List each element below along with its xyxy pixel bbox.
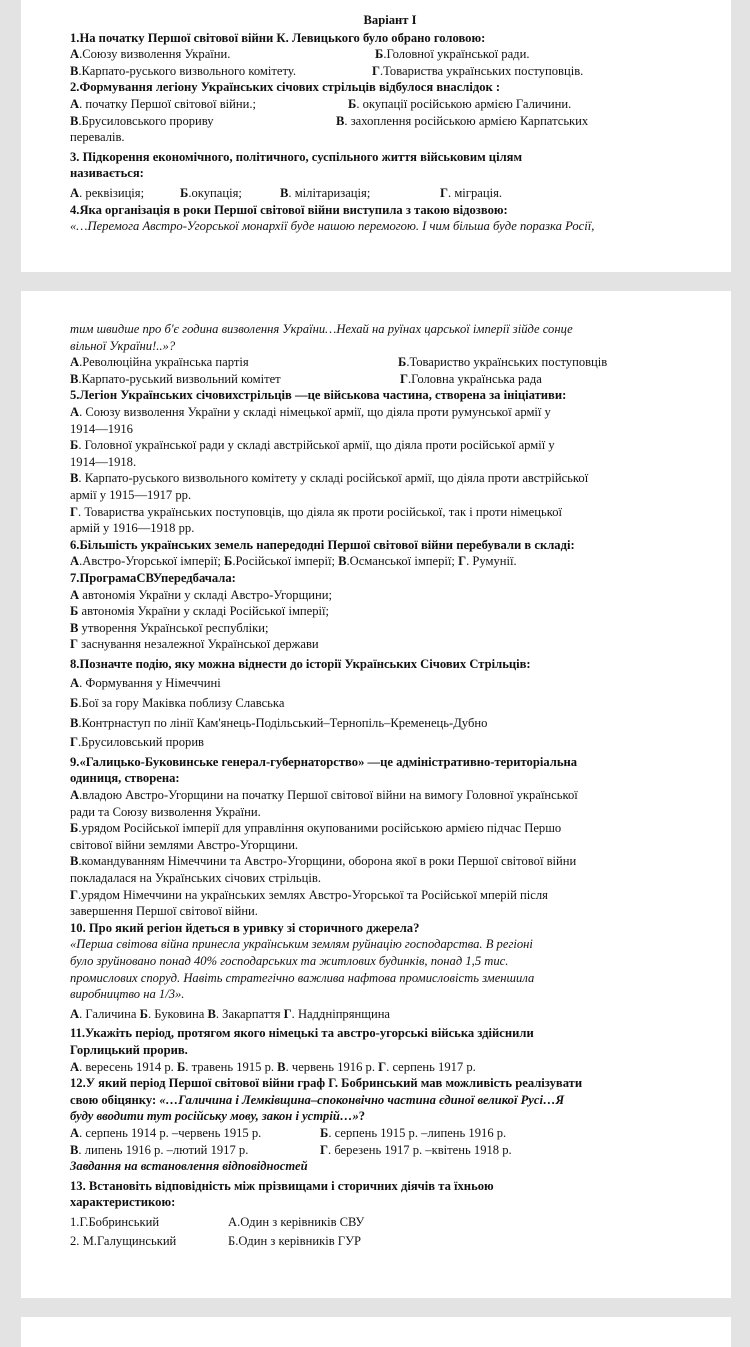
q2-question: 2.Формування легіону Українських січових стрільців відбулося внаслідок : [70,80,501,95]
q10-quote-line4: виробництво на 1/3». [70,987,185,1002]
q8-question: 8.Позначте подію, яку можна віднести до історії Українських Січових Стрільців: [70,656,531,671]
q2-option-v: В.Брусиловського прориву [70,113,214,128]
q6-question: 6.Більшість українських земель напередодні Першої світової війни перебували в складі: [70,537,575,552]
q5-option-g-line1: Г. Товариства українських поступовців, що діяла як проти російської, так і проти німецької [70,504,562,519]
document-page-1 [21,0,731,272]
q12-question-line2 [70,1092,710,1109]
q3-option-v: В. мілітаризація; [280,185,371,200]
q13-question-line1: 13. Встановіть відповідність між прізвищами і сторичних діячів та їхньою [70,1178,494,1193]
q9-option-b-line1: Б.урядом Російської імперії для управління окупованими російською армією підчас Першо [70,821,562,836]
q4-question: 4.Яка організація в роки Першої світової війни виступила з такою відозвою: [70,202,508,217]
q3-answers [70,185,710,202]
q4-option-v: В.Карпато-руський визвольний комітет [70,371,281,386]
q1-option-g: Г.Товариства українських поступовців. [372,63,584,78]
q13-question-line2: характеристикою: [70,1195,176,1210]
q8-option-a: А. Формування у Німеччині [70,676,221,691]
q9-option-a-line2: ради та Союзу визволення України. [70,804,261,819]
q12-option-v: В. липень 1916 р. –лютий 1917 р. [70,1142,249,1157]
q9-question-line2: одиниця, створена: [70,771,180,786]
q13-row2 [70,1233,710,1250]
q3-question-line1: 3. Підкорення економічного, політичного, суспільного життя військовим цілям [70,149,523,164]
q1-answers-row1 [70,46,710,63]
q12-answers-row1 [70,1125,710,1142]
q12-question-line2-text: свою обіцянку: [70,1092,160,1107]
q5-option-v-line1: В. Карпато-руського визвольного комітету у складі російської армії, що діяла проти австрійської [70,471,589,486]
q4-quote-line3: вільної України!..»? [70,338,176,353]
q10-quote-line2: було зруйновано понад 40% господарських та житлових будинків, понад 1,5 тис. [70,953,509,968]
q6-answers: А.Австро-Угорської імперії; Б.Російської імперії; В.Османської імперії; Г. Румунії. [70,554,517,569]
q9-option-a-line1: А.владою Австро-Угорщини на початку Першої світової війни на вимогу Головної української [70,788,578,803]
q12-quote-part2: буду вводити тут російську мову, закон і устрій…» [70,1109,359,1124]
q13-row1-right: А.Один з керівників СВУ [228,1214,365,1229]
q4-quote-line2: тим швидше про б'є година визволення України…Нехай на руїнах царської імперії зійде сонце [70,322,573,336]
q1-option-a: А.Союзу визволення України. [70,47,231,62]
q7-question: 7.ПрограмаСВУпередбачала: [70,570,236,585]
q13-row2-right: Б.Один з керівників ГУР [228,1234,361,1249]
q7-option-v: В утворення Української республіки; [70,620,269,635]
q12-answers-row2 [70,1142,710,1159]
q7-option-a: А автономія України у складі Австро-Угорщини; [70,587,333,602]
q5-option-v-line2: армії у 1915—1917 рр. [70,487,192,502]
q8-option-g: Г.Брусиловський прорив [70,735,205,750]
q8-option-b: Б.Бої за гору Маківка поблизу Славська [70,696,285,711]
q9-option-v-line2: покладалася на Українських січових стрільців. [70,871,321,885]
q11-answers: А. вересень 1914 р. Б. травень 1915 р. В. червень 1916 р. Г. серпень 1917 р. [70,1059,476,1074]
q10-answers: А. Галичина Б. Буковина В. Закарпаття Г. Наддніпрянщина [70,1006,391,1021]
q1-option-b: Б.Головної української ради. [375,47,530,62]
q10-question: 10. Про який регіон йдеться в уривку зі сторичного джерела? [70,920,420,935]
q1-option-v: В.Карпато-руського визвольного комітету. [70,63,296,78]
q12-question-mark: ? [358,1109,366,1124]
q4-answers-row1 [70,354,710,371]
q12-quote-part1: «…Галичина і Лемківщина–споконвічно частина єдиної великої Русі…Я [159,1092,565,1107]
q2-option-b: Б. окупації російською армією Галичини. [348,96,572,111]
q9-option-g-line1: Г.урядом Німеччини на українських землях Австро-Угорської та Російської мперій після [70,887,548,902]
q1-answers-row2 [70,63,710,80]
q9-option-g-line2: завершення Першої світової війни. [70,904,258,919]
q5-option-a-line1: А. Союзу визволення України у складі німецької армії, що діяла проти румунської армії у [70,404,551,419]
document-page-3 [21,1317,731,1347]
variant-title: Варіант І [363,13,417,27]
q12-question-line1: 12.У який період Першої світової війни граф Г. Бобринський мав можливість реалізувати [70,1076,583,1091]
q4-answers-row2 [70,371,710,388]
q11-question-line2: Горлицький прорив. [70,1042,188,1057]
q10-quote-line1: «Перша світова війна принесла українським землям руйнацію господарства. В регіоні [70,937,533,952]
q4-option-b: Б.Товариство українських поступовців [398,355,608,370]
q5-question: 5.Легіон Українських січовихстрільців —це військова частина, створена за ініціативи: [70,388,567,403]
q9-question-line1: 9.«Галицько-Буковинське генерал-губернаторство» —це адміністративно-територіальна [70,754,578,769]
q13-row1 [70,1214,710,1231]
q2-option-g-continued: перевалів. [70,130,125,145]
q12-option-b: Б. серпень 1915 р. –липень 1916 р. [320,1125,507,1140]
q7-option-b: Б автономія України у складі Російської імперії; [70,604,330,619]
document-page-2 [21,291,731,1298]
q12-question-line3 [70,1108,710,1125]
q4-quote-line1: «…Перемога Австро-Угорської монархії буде нашою перемогою. І чим більша буде поразка Росії, [70,219,595,234]
q1-question: 1.На початку Першої світової війни К. Левицького було обрано головою: [70,30,486,45]
q9-option-v-line1: В.командуванням Німеччини та Австро-Угорщини, оборона якої в роки Першої світової війни [70,854,577,869]
q5-option-a-line2: 1914—1916 [70,421,133,436]
q9-option-b-line2: світової війни землями Австро-Угорщини. [70,837,299,852]
q3-question-line2: називається: [70,166,144,181]
q3-option-g: Г. міграція. [440,185,503,200]
q5-option-g-line2: армій у 1916—1918 рр. [70,521,195,536]
q2-option-g: В. захоплення російською армією Карпатських [336,113,589,128]
q11-question-line1: 11.Укажіть період, протягом якого німецькі та австро-угорські війська здійснили [70,1026,534,1041]
q2-answers-row2 [70,113,710,130]
q13-row1-left: 1.Г.Бобринський [70,1214,160,1229]
q5-option-b-line2: 1914—1918. [70,454,137,469]
q3-option-a: А. реквізиція; [70,185,145,200]
q12-option-a: А. серпень 1914 р. –червень 1915 р. [70,1125,262,1140]
q13-row2-left: 2. М.Галущинський [70,1234,177,1249]
q2-answers-row1 [70,96,710,113]
q2-option-a: А. початку Першої світової війни.; [70,96,257,111]
q4-option-g: Г.Головна українська рада [400,371,542,386]
q7-option-g: Г заснування незалежної Української держави [70,637,319,652]
q12-option-g: Г. березень 1917 р. –квітень 1918 р. [320,1142,512,1157]
q4-option-a: А.Революційна українська партія [70,355,249,370]
q3-option-b: Б.окупація; [180,185,242,200]
q10-quote-line3: промислових споруд. Навіть стратегічно важлива нафтова промисловість зменшила [70,970,535,985]
q8-option-v: В.Контрнаступ по лінії Кам'янець-Подільський–Тернопіль–Кременець-Дубно [70,715,488,730]
q5-option-b-line1: Б. Головної української ради у складі австрійської армії, що діяла проти російської армії у [70,438,555,453]
section-title: Завдання на встановлення відповідностей [70,1159,308,1174]
